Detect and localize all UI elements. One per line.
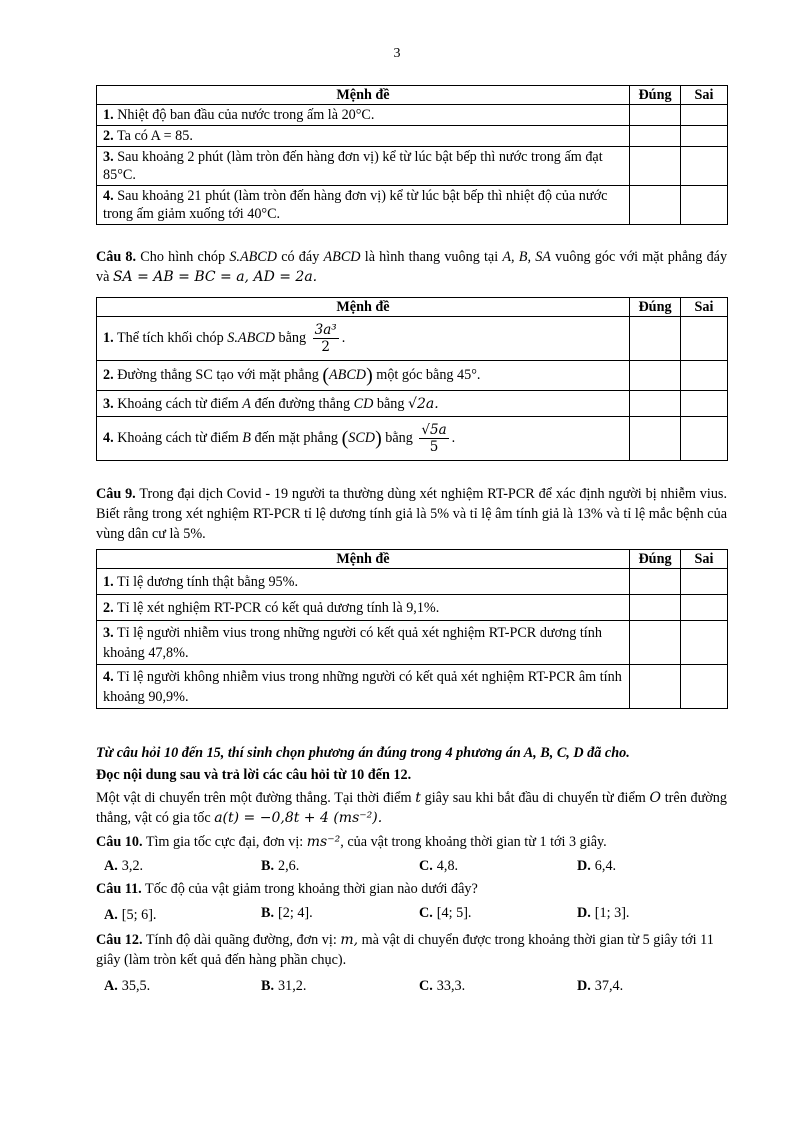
option-b[interactable]: B. 2,6. xyxy=(261,858,300,874)
false-cell[interactable] xyxy=(681,621,728,665)
statement-number: 1. xyxy=(103,107,114,123)
statement-number: 4. xyxy=(103,188,114,204)
q8-prompt xyxy=(96,247,727,287)
statement-text: Sau khoảng 21 phút (làm tròn đến hàng đơn vị) kể từ lúc bật bếp thì nhiệt độ của nước trong ấm giảm xuống tới 40°C. xyxy=(103,188,608,222)
true-cell[interactable] xyxy=(630,126,681,147)
math-text: CD xyxy=(353,395,374,412)
text: mà vật di chuyển được trong khoảng thời gian từ 5 giây tới 11 giây (làm tròn kết quả đến hàng phần chục). xyxy=(96,932,714,968)
true-cell[interactable] xyxy=(630,147,681,186)
question-label: Câu 9. xyxy=(96,486,136,502)
q7-table xyxy=(96,85,728,225)
header-true: Đúng xyxy=(630,550,681,569)
statement-text: Tỉ lệ người không nhiễm vius trong những người có kết quả xét nghiệm RT-PCR âm tính khoảng 90,9%. xyxy=(103,668,622,705)
numerator: 3a³ xyxy=(314,322,337,338)
true-cell[interactable] xyxy=(630,417,681,461)
false-cell[interactable] xyxy=(681,417,728,461)
text: . xyxy=(451,429,456,446)
statement-cell xyxy=(97,391,630,417)
table-row xyxy=(97,391,728,417)
table-row xyxy=(97,126,728,147)
option-d[interactable]: D. 6,4. xyxy=(577,858,617,874)
math-text: S.ABCD xyxy=(227,329,275,346)
table-row xyxy=(97,621,728,665)
table-row xyxy=(97,417,728,461)
text: trên đường thẳng, vật có gia tốc xyxy=(96,790,727,826)
header-statement: Mệnh đề xyxy=(97,298,630,317)
question-label: Câu 11. xyxy=(96,881,142,897)
q9-table xyxy=(96,549,728,709)
question-text: Trong đại dịch Covid - 19 người ta thường dùng xét nghiệm RT-PCR để xác định người bị nhiễm vius. Biết rằng trong xét nghiệm RT-PCR tỉ lệ dương tính giả là 5% và tỉ lệ âm tính giả là 13% và tỉ lệ mắc bệnh của vùng dân cư là 5%. xyxy=(96,486,727,542)
text: Tính độ dài quãng đường, đơn vị: xyxy=(145,932,337,948)
true-cell[interactable] xyxy=(630,186,681,225)
statement-cell: 2. Đường thẳng SC tạo với mặt phẳng (ABCD) một góc bằng 45°. xyxy=(97,361,630,391)
option-c[interactable]: C. [4; 5]. xyxy=(419,905,472,921)
true-cell[interactable] xyxy=(630,105,681,126)
false-cell[interactable] xyxy=(681,147,728,186)
q11-prompt xyxy=(96,879,727,899)
true-cell[interactable] xyxy=(630,391,681,417)
statement-number: 2. xyxy=(103,599,114,616)
option-c[interactable]: C. 4,8. xyxy=(419,858,459,874)
fraction xyxy=(313,322,339,355)
math-text: B xyxy=(242,429,251,446)
text: vuông góc với mặt phẳng đáy và xyxy=(96,249,728,285)
text: Khoảng cách từ điểm xyxy=(117,429,239,446)
table-row xyxy=(97,665,728,709)
statement-cell: 4. Khoảng cách từ điểm B đến mặt phẳng (SCD) bằng $\frac{√5a}{5}$ . xyxy=(97,417,630,461)
denominator: 5 xyxy=(429,439,439,455)
statement-cell xyxy=(97,665,630,709)
fraction xyxy=(419,422,448,455)
table-row xyxy=(97,186,728,225)
table-header-row xyxy=(97,550,728,569)
math-text: A, B, SA xyxy=(502,249,551,265)
text: bằng xyxy=(385,429,413,446)
true-cell[interactable] xyxy=(630,569,681,595)
text: , của vật trong khoảng thời gian từ 1 tới 3 giây. xyxy=(340,834,607,850)
header-statement: Mệnh đề xyxy=(97,86,630,105)
read-heading: Đọc nội dung sau và trả lời các câu hỏi từ 10 đến 12. xyxy=(96,767,412,783)
text: đến đường thẳng xyxy=(254,395,351,412)
text: Khoảng cách từ điểm xyxy=(117,395,239,412)
text: một góc bằng 45°. xyxy=(376,367,481,384)
statement-cell xyxy=(97,186,630,225)
header-false: Sai xyxy=(681,86,728,105)
text: đến mặt phẳng xyxy=(254,429,339,446)
option-a[interactable]: A. 3,2. xyxy=(104,858,144,874)
denominator: 2 xyxy=(321,339,330,355)
text: bằng xyxy=(278,329,307,346)
statement-number: 3. xyxy=(103,149,114,165)
math-text: SCD xyxy=(348,429,376,446)
statement-text: Sau khoảng 2 phút (làm tròn đến hàng đơn vị) kể từ lúc bật bếp thì nước trong ấm đạt 85°C. xyxy=(103,149,603,183)
statement-text: Ta có A = 85. xyxy=(116,128,193,144)
false-cell[interactable] xyxy=(681,361,728,391)
text: Cho hình chóp xyxy=(140,249,226,265)
table-header-row xyxy=(97,298,728,317)
table-row xyxy=(97,361,728,391)
false-cell[interactable] xyxy=(681,126,728,147)
statement-text: Tỉ lệ dương tính thật bằng 95%. xyxy=(116,573,299,590)
question-label: Câu 10. xyxy=(96,834,143,850)
statement-cell xyxy=(97,595,630,621)
table-header-row xyxy=(97,86,728,105)
text: giây sau khi bắt đầu di chuyển từ điểm xyxy=(424,790,646,806)
statement-cell xyxy=(97,105,630,126)
table-row xyxy=(97,569,728,595)
false-cell[interactable] xyxy=(681,186,728,225)
math-text: ms⁻² xyxy=(306,834,341,850)
statement-cell xyxy=(97,126,630,147)
statement-number: 3. xyxy=(103,624,114,641)
text: có đáy xyxy=(281,249,320,265)
true-cell[interactable] xyxy=(630,361,681,391)
true-cell[interactable] xyxy=(630,317,681,361)
false-cell[interactable] xyxy=(681,317,728,361)
text: Một vật di chuyển trên một đường thẳng. Tại thời điểm xyxy=(96,790,412,806)
formula: a(t) = −0,8t + 4 (ms⁻²). xyxy=(214,810,383,826)
question-text: Tốc độ của vật giảm trong khoảng thời gian nào dưới đây? xyxy=(145,881,478,897)
math-text: A xyxy=(242,395,251,412)
statement-number: 1. xyxy=(103,573,114,590)
statement-number: 2. xyxy=(103,128,114,144)
q8-table xyxy=(96,297,728,461)
text: Thể tích khối chóp xyxy=(116,329,224,346)
statement-text: Tỉ lệ xét nghiệm RT-PCR có kết quả dương tính là 9,1%. xyxy=(116,599,440,616)
table-row xyxy=(97,595,728,621)
text: Đường thẳng SC tạo với mặt phẳng xyxy=(117,367,319,384)
false-cell[interactable] xyxy=(681,105,728,126)
q9-prompt xyxy=(96,484,727,544)
statement-cell xyxy=(97,569,630,595)
option-a[interactable]: A. 35,5. xyxy=(104,978,151,994)
math-text: m, xyxy=(340,932,359,948)
statement-number: 2. xyxy=(103,367,114,384)
table-row xyxy=(97,147,728,186)
statement-cell xyxy=(97,621,630,665)
formula: √2a. xyxy=(408,395,439,412)
statement-number: 4. xyxy=(103,429,114,446)
statement-number: 1. xyxy=(103,329,114,346)
true-cell[interactable] xyxy=(630,595,681,621)
text: là hình thang vuông tại xyxy=(364,249,499,265)
section-heading: Từ câu hỏi 10 đến 15, thí sinh chọn phương án đúng trong 4 phương án A, B, C, D đã cho. xyxy=(96,745,630,761)
header-true: Đúng xyxy=(630,86,681,105)
header-true: Đúng xyxy=(630,298,681,317)
math-text: t xyxy=(415,790,421,806)
false-cell[interactable] xyxy=(681,569,728,595)
statement-number: 4. xyxy=(103,668,114,685)
question-label: Câu 12. xyxy=(96,932,143,948)
statement-text: Tỉ lệ người nhiễm vius trong những người có kết quả xét nghiệm RT-PCR dương tính khoảng 47,8%. xyxy=(103,624,602,661)
true-cell[interactable] xyxy=(630,621,681,665)
statement-cell xyxy=(97,147,630,186)
header-false: Sai xyxy=(681,550,728,569)
false-cell[interactable] xyxy=(681,665,728,709)
statement-cell xyxy=(97,317,630,361)
context-paragraph xyxy=(96,788,727,828)
text: Tìm gia tốc cực đại, đơn vị: xyxy=(145,834,304,850)
math-text: ABCD xyxy=(323,249,361,265)
question-label: Câu 8. xyxy=(96,249,137,265)
q12-prompt xyxy=(96,930,727,970)
q10-prompt xyxy=(96,832,727,852)
formula: SA = AB = BC = a, AD = 2a. xyxy=(112,269,318,285)
option-b[interactable]: B. [2; 4]. xyxy=(261,905,313,921)
math-text: O xyxy=(649,790,661,806)
false-cell[interactable] xyxy=(681,391,728,417)
true-cell[interactable] xyxy=(630,665,681,709)
math-text: ABCD xyxy=(329,367,367,384)
text: . xyxy=(341,329,346,346)
text: bằng xyxy=(376,395,405,412)
header-statement: Mệnh đề xyxy=(97,550,630,569)
table-row xyxy=(97,105,728,126)
header-false: Sai xyxy=(681,298,728,317)
page-number: 3 xyxy=(393,46,401,61)
option-c[interactable]: C. 33,3. xyxy=(419,978,466,994)
statement-number: 3. xyxy=(103,395,114,412)
table-row xyxy=(97,317,728,361)
false-cell[interactable] xyxy=(681,595,728,621)
option-d[interactable]: D. 37,4. xyxy=(577,978,624,994)
math-text: S.ABCD xyxy=(229,249,278,265)
statement-text: Nhiệt độ ban đầu của nước trong ấm là 20°C. xyxy=(117,107,375,123)
option-a[interactable]: A. [5; 6]. xyxy=(104,907,157,923)
numerator: √5a xyxy=(421,422,447,438)
option-b[interactable]: B. 31,2. xyxy=(261,978,307,994)
option-d[interactable]: D. [1; 3]. xyxy=(577,905,630,921)
